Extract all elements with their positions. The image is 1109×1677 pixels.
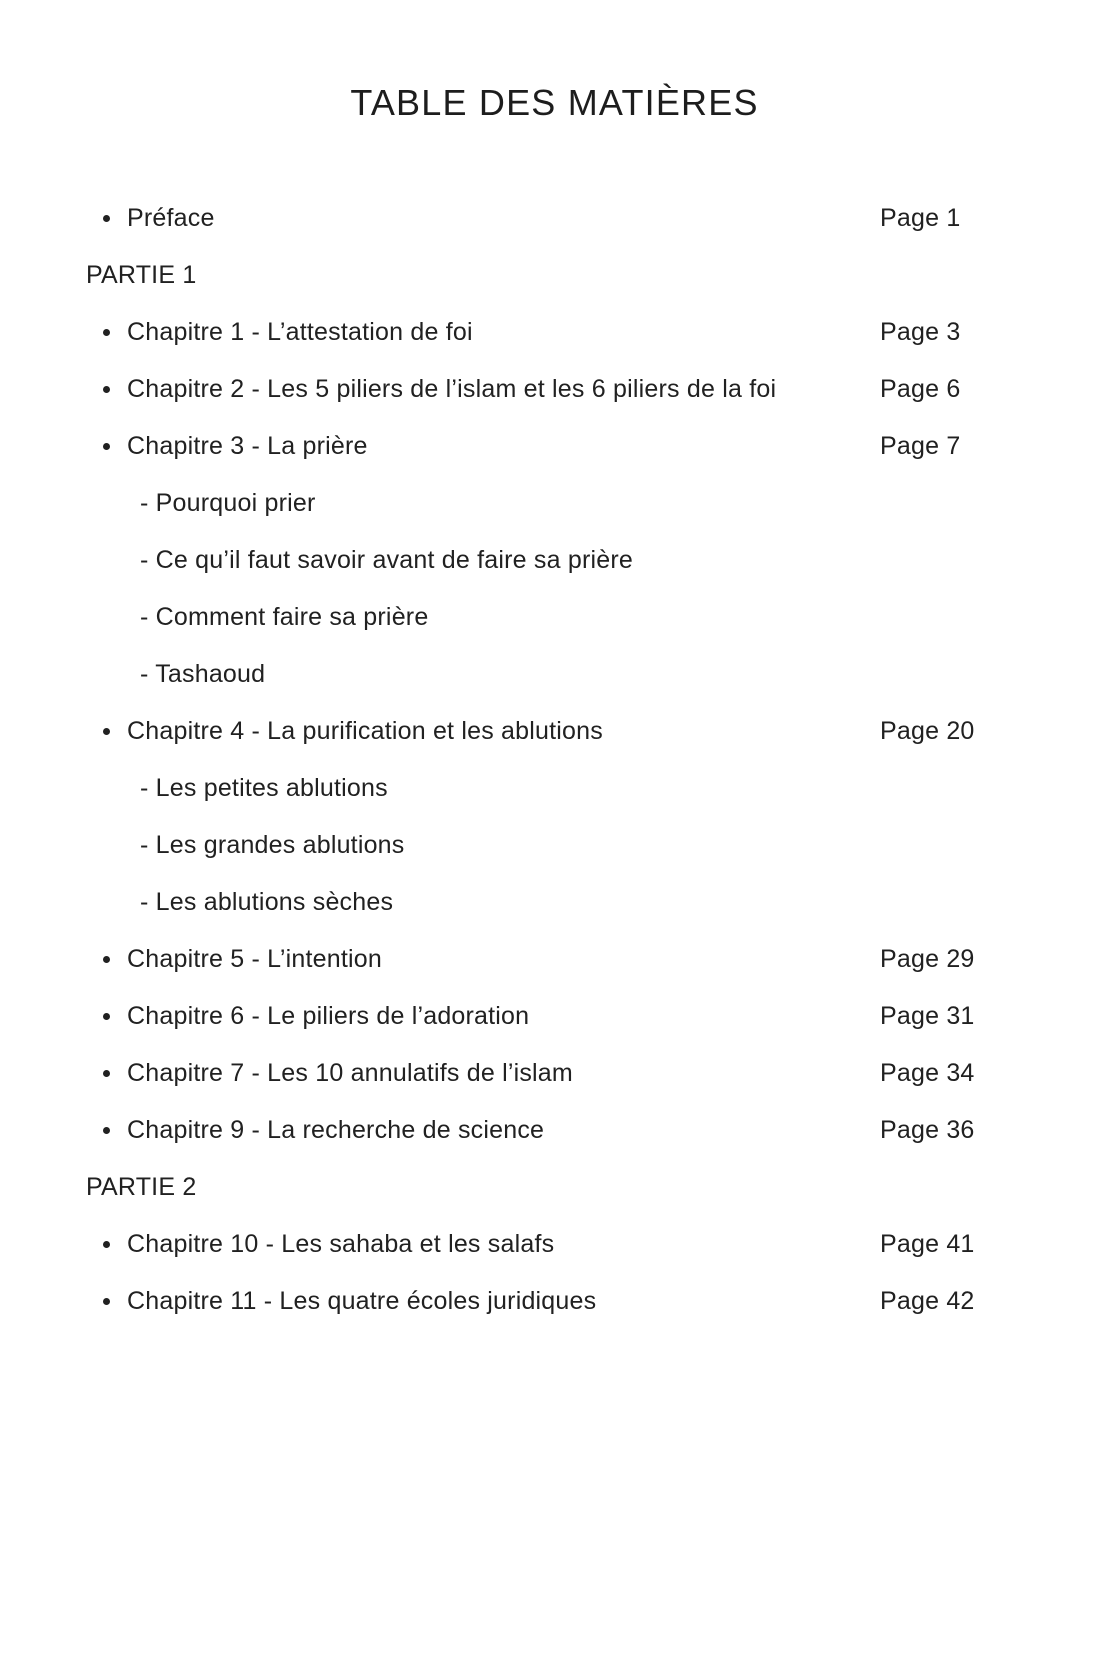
toc-entry bbox=[0, 361, 1109, 418]
toc-entry bbox=[0, 304, 1109, 361]
toc-section-header bbox=[0, 1159, 1109, 1216]
toc-entry bbox=[0, 418, 1109, 475]
toc-section-label: PARTIE 2 bbox=[86, 1173, 197, 1201]
toc-subentry bbox=[0, 589, 1109, 646]
bullet-icon bbox=[103, 1070, 110, 1077]
toc-subentry-label: - Comment faire sa prière bbox=[140, 603, 429, 631]
toc-section-label: PARTIE 1 bbox=[86, 261, 197, 289]
toc-entry-label: Chapitre 5 - L’intention bbox=[127, 945, 382, 973]
toc-entry-page-number: Page 36 bbox=[880, 1116, 975, 1144]
toc-entry bbox=[0, 703, 1109, 760]
toc-subentry-label: - Ce qu’il faut savoir avant de faire sa prière bbox=[140, 546, 633, 574]
toc-entry-page-number: Page 42 bbox=[880, 1287, 975, 1315]
toc-entry-label: Chapitre 6 - Le piliers de l’adoration bbox=[127, 1002, 530, 1030]
bullet-icon bbox=[103, 329, 110, 336]
toc-entry-label: Chapitre 10 - Les sahaba et les salafs bbox=[127, 1230, 555, 1258]
toc-subentry bbox=[0, 475, 1109, 532]
toc-subentry-label: - Les grandes ablutions bbox=[140, 831, 405, 859]
table-of-contents bbox=[0, 190, 1109, 1330]
toc-subentry bbox=[0, 817, 1109, 874]
toc-subentry bbox=[0, 532, 1109, 589]
toc-subentry-label: - Les petites ablutions bbox=[140, 774, 388, 802]
toc-subentry bbox=[0, 760, 1109, 817]
toc-entry-page-number: Page 34 bbox=[880, 1059, 975, 1087]
toc-entry-page-number: Page 31 bbox=[880, 1002, 975, 1030]
toc-subentry-label: - Tashaoud bbox=[140, 660, 266, 688]
bullet-icon bbox=[103, 1241, 110, 1248]
toc-entry bbox=[0, 1045, 1109, 1102]
toc-entry-label: Chapitre 11 - Les quatre écoles juridiques bbox=[127, 1287, 597, 1315]
bullet-icon bbox=[103, 443, 110, 450]
toc-entry-label: Chapitre 4 - La purification et les ablutions bbox=[127, 717, 603, 745]
toc-entry bbox=[0, 1102, 1109, 1159]
toc-entry-page-number: Page 41 bbox=[880, 1230, 975, 1258]
toc-entry-page-number: Page 6 bbox=[880, 375, 961, 403]
bullet-icon bbox=[103, 1013, 110, 1020]
toc-subentry bbox=[0, 646, 1109, 703]
toc-entry-label: Chapitre 7 - Les 10 annulatifs de l’islam bbox=[127, 1059, 573, 1087]
bullet-icon bbox=[103, 215, 110, 222]
bullet-icon bbox=[103, 956, 110, 963]
toc-subentry bbox=[0, 874, 1109, 931]
toc-entry-label: Chapitre 2 - Les 5 piliers de l’islam et les 6 piliers de la foi bbox=[127, 375, 777, 403]
toc-subentry-label: - Pourquoi prier bbox=[140, 489, 316, 517]
toc-entry bbox=[0, 1273, 1109, 1330]
toc-entry-page-number: Page 7 bbox=[880, 432, 961, 460]
toc-section-header bbox=[0, 247, 1109, 304]
toc-entry bbox=[0, 190, 1109, 247]
page-title: TABLE DES MATIÈRES bbox=[350, 82, 759, 123]
bullet-icon bbox=[103, 1298, 110, 1305]
toc-entry-page-number: Page 3 bbox=[880, 318, 961, 346]
toc-subentry-label: - Les ablutions sèches bbox=[140, 888, 394, 916]
bullet-icon bbox=[103, 728, 110, 735]
toc-entry-label: Chapitre 3 - La prière bbox=[127, 432, 368, 460]
bullet-icon bbox=[103, 386, 110, 393]
toc-entry-page-number: Page 20 bbox=[880, 717, 975, 745]
toc-entry-label: Préface bbox=[127, 204, 215, 232]
toc-entry bbox=[0, 988, 1109, 1045]
toc-entry-page-number: Page 29 bbox=[880, 945, 975, 973]
toc-entry bbox=[0, 931, 1109, 988]
toc-entry-label: Chapitre 1 - L’attestation de foi bbox=[127, 318, 473, 346]
toc-entry-page-number: Page 1 bbox=[880, 204, 961, 232]
bullet-icon bbox=[103, 1127, 110, 1134]
toc-entry-label: Chapitre 9 - La recherche de science bbox=[127, 1116, 545, 1144]
toc-entry bbox=[0, 1216, 1109, 1273]
